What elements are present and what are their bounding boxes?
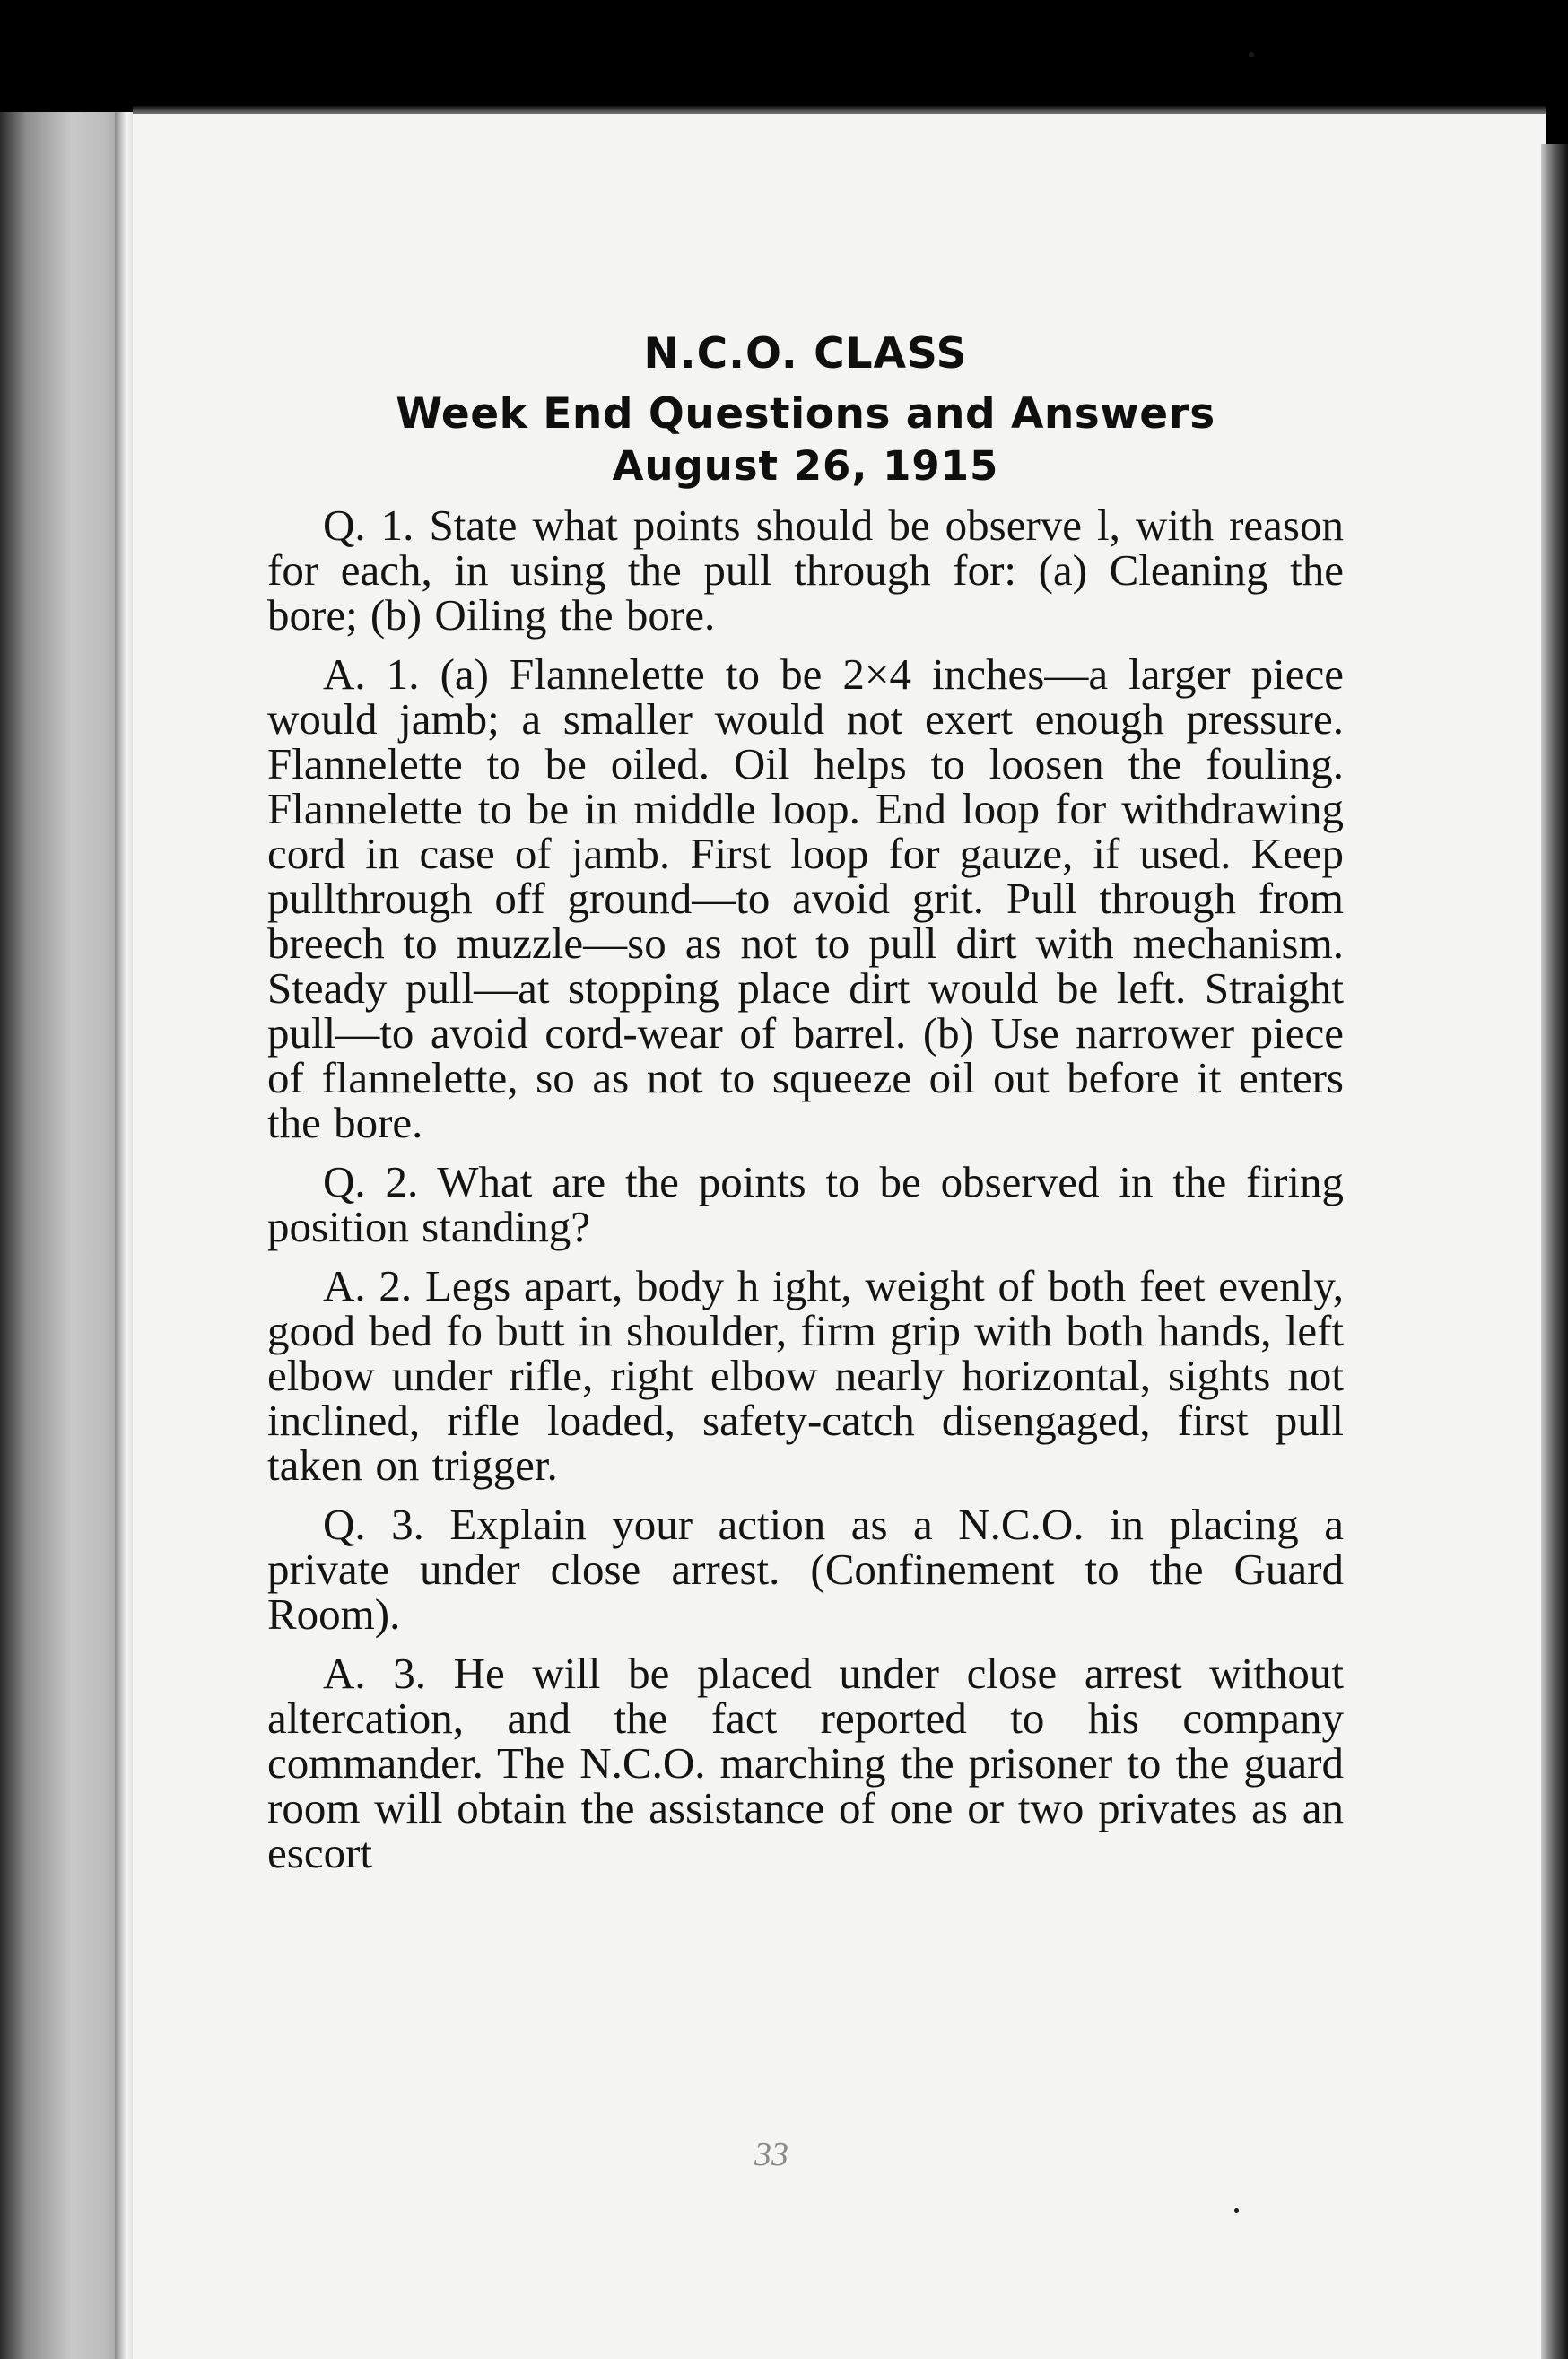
answer-1: A. 1. (a) Flannelette to be 2×4 inches—a larger piece would jamb; a smaller would not exert enough pressure. Flannelette to be oiled. Oil helps to loosen the fouling. Flannelette to be in middle loop. End loop for withdrawing cord in case of jamb. First loop for gauze, if used. Keep pullthrough off ground—to avoid grit. Pull through from breech to muzzle—so as not to pull dirt with mechanism. Steady pull—at stopping place dirt would be left. Straight pull—to avoid cord-wear of barrel. (b) Use narrower piece of flannelette, so as not to squeeze oil out before it enters the bore. xyxy=(267,649,1344,1147)
book-gutter xyxy=(115,112,135,2359)
answer-2: A. 2. Legs apart, body h ight, weight of both feet evenly, good bed fo butt in shoulder, firm grip with both hands, left elbow under rifle, right elbow nearly horizontal, sights not inclined, rifle loaded, safety-catch disengaged, first pull taken on trigger. xyxy=(267,1261,1344,1490)
answer-3: A. 3. He will be placed under close arrest without altercation, and the fact reported to his company commander. The N.C.O. marching the prisoner to the guard room will obtain the assistance of one or two privates as an escort xyxy=(267,1649,1344,1877)
section-date: August 26, 1915 xyxy=(612,442,999,490)
class-title: N.C.O. CLASS xyxy=(643,329,968,379)
facing-page-edge xyxy=(0,112,130,2359)
dust-speck xyxy=(1249,52,1254,57)
question-2: Q. 2. What are the points to be observed in the firing position standing? xyxy=(267,1157,1344,1251)
page-number: 33 xyxy=(754,2136,788,2173)
question-1: Q. 1. State what points should be observe l, with reason for each, in using the pull through for: (a) Cleaning the bore; (b) Oiling the bore. xyxy=(267,501,1344,640)
page-text xyxy=(267,327,1344,1890)
dust-speck xyxy=(1234,2208,1239,2213)
page-right-shadow xyxy=(1541,144,1568,2359)
question-3: Q. 3. Explain your action as a N.C.O. in placing a private under close arrest. (Confinement to the Guard Room). xyxy=(267,1500,1344,1639)
section-subtitle: Week End Questions and Answers xyxy=(396,389,1215,439)
